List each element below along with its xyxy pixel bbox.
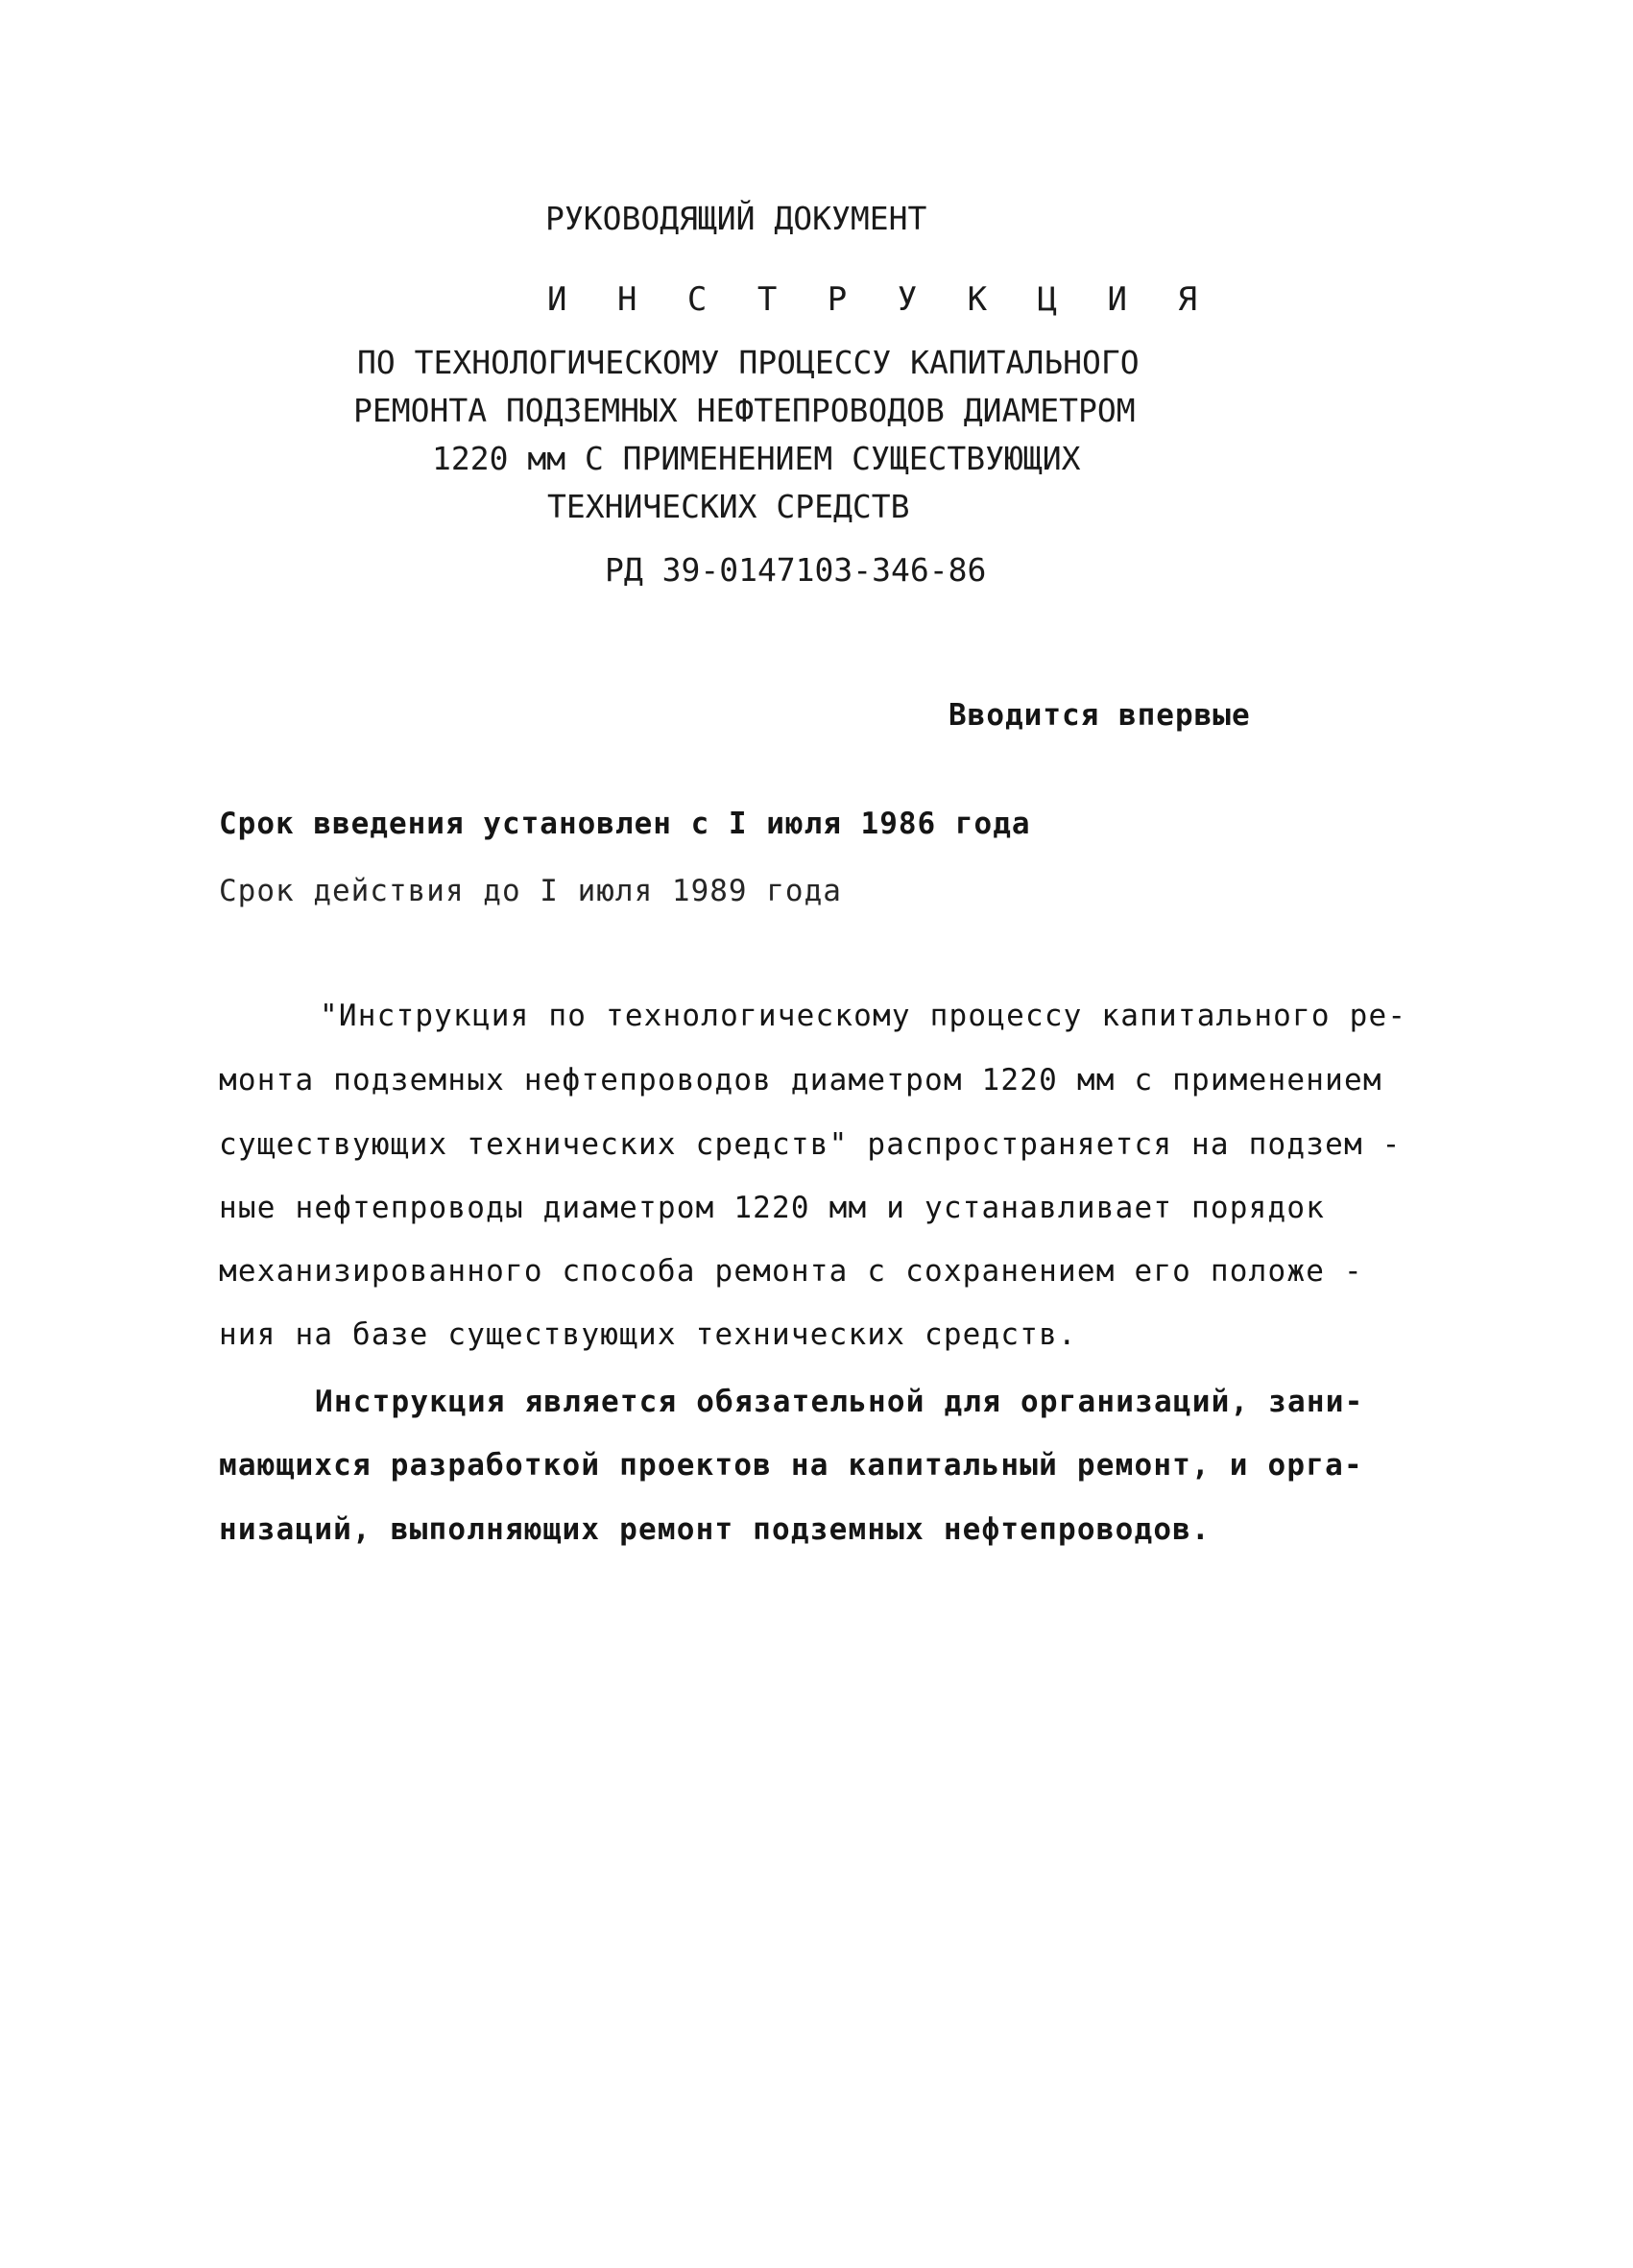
- document-code: РД 39-0147103-346-86: [605, 551, 987, 589]
- paragraph-line: механизированного способа ремонта с сохранением его положе -: [219, 1254, 1363, 1289]
- document-type: РУКОВОДЯЩИЙ ДОКУМЕНТ: [545, 200, 927, 237]
- paragraph-line: "Инструкция по технологическому процессу капитального ре-: [320, 999, 1407, 1033]
- paragraph-line: Инструкция является обязательной для организаций, зани-: [315, 1385, 1364, 1419]
- paragraph-line: существующих технических средств" распространяется на подзем -: [219, 1127, 1402, 1162]
- subtitle-line-4: ТЕХНИЧЕСКИХ СРЕДСТВ: [547, 488, 910, 525]
- valid-until-date: Срок действия до I июля 1989 года: [219, 874, 842, 908]
- paragraph-line: мающихся разработкой проектов на капитальный ремонт, и орга-: [219, 1448, 1363, 1483]
- subtitle-line-3: 1220 мм С ПРИМЕНЕНИЕМ СУЩЕСТВУЮЩИХ: [432, 440, 1081, 477]
- paragraph-line: низаций, выполняющих ремонт подземных нефтепроводов.: [219, 1512, 1211, 1547]
- paragraph-line: ные нефтепроводы диаметром 1220 мм и устанавливает порядок: [219, 1191, 1326, 1225]
- paragraph-line: ния на базе существующих технических средств.: [219, 1317, 1077, 1352]
- effective-date: Срок введения установлен с I июля 1986 года: [219, 807, 1031, 841]
- document-title: И Н С Т Р У К Ц И Я: [547, 280, 1213, 319]
- subtitle-line-1: ПО ТЕХНОЛОГИЧЕСКОМУ ПРОЦЕССУ КАПИТАЛЬНОГО: [357, 344, 1140, 381]
- paragraph-line: монта подземных нефтепроводов диаметром 1220 мм с применением: [219, 1063, 1382, 1098]
- intro-note: Вводится впервые: [949, 698, 1251, 733]
- subtitle-line-2: РЕМОНТА ПОДЗЕМНЫХ НЕФТЕПРОВОДОВ ДИАМЕТРОМ: [353, 392, 1136, 429]
